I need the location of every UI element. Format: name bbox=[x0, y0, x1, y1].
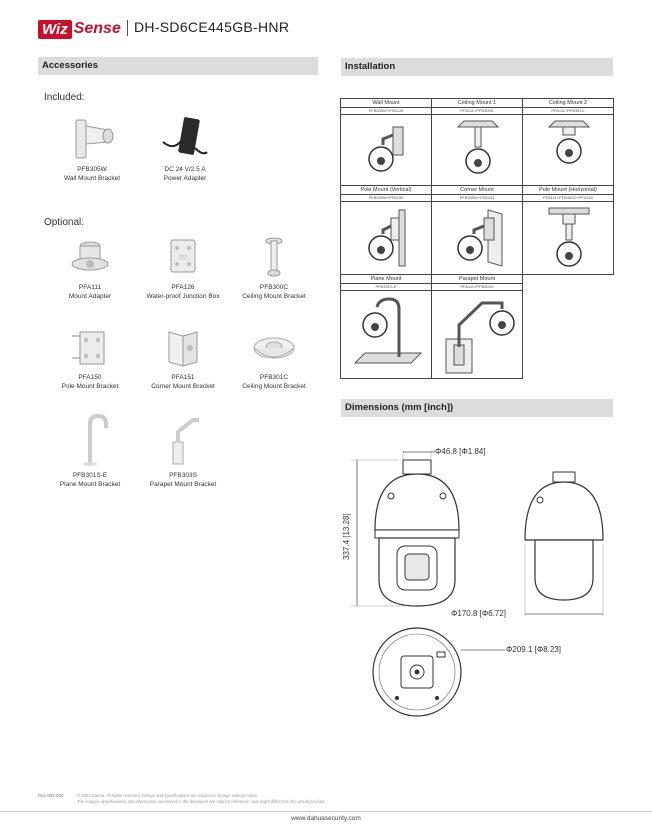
plane-mount-bracket-icon bbox=[60, 412, 120, 468]
accessories-section-title: Accessories bbox=[38, 57, 318, 75]
item-name: Corner Mount Bracket bbox=[151, 382, 215, 390]
item-name: Ceiling Mount Bracket bbox=[242, 292, 306, 300]
side-view-camera bbox=[525, 472, 603, 600]
accessory-item bbox=[50, 236, 130, 301]
install-title: Ceiling Mount 1 bbox=[432, 99, 522, 108]
dim-body-diameter: Φ170.8 [Φ6.72] bbox=[451, 609, 507, 618]
install-title: Pole Mount (Horizontal) bbox=[523, 186, 613, 195]
front-view-camera bbox=[375, 460, 459, 606]
horizontal-pole-camera-icon bbox=[545, 204, 593, 272]
accessory-item bbox=[234, 326, 314, 391]
dim-height: 337.4 [13.28] bbox=[342, 513, 351, 560]
model-number: DH-SD6CE445GB-HNR bbox=[134, 19, 290, 35]
install-cell-parapet-mount bbox=[431, 274, 523, 379]
install-code: PFA111+PFB301C bbox=[523, 107, 613, 115]
install-cell-pole-mount-vertical bbox=[340, 185, 432, 275]
junction-box-icon bbox=[153, 236, 213, 280]
install-code: PFB305W+PFA151 bbox=[432, 194, 522, 202]
install-cell-pole-mount-horizontal bbox=[522, 185, 614, 275]
copyright-line-2: The images, specifications and information mentioned in the document are only for reference, and might differ from the actual product. bbox=[77, 799, 326, 804]
install-title: Corner Mount bbox=[432, 186, 522, 195]
install-title: Wall Mount bbox=[341, 99, 431, 108]
accessory-item bbox=[234, 236, 314, 301]
install-code: PFB305W+PFA150 bbox=[341, 194, 431, 202]
ceiling-mount-2-camera-icon bbox=[545, 119, 593, 181]
install-title: Pole Mount (Vertical) bbox=[341, 186, 431, 195]
wall-mount-camera-icon bbox=[363, 123, 411, 179]
dimensions-section-title: Dimensions (mm [inch]) bbox=[341, 399, 613, 417]
item-name: Pole Mount Bracket bbox=[61, 382, 119, 390]
install-title: Ceiling Mount 2 bbox=[523, 99, 613, 108]
power-adapter-icon bbox=[155, 112, 215, 162]
accessory-item bbox=[143, 326, 223, 391]
accessory-item bbox=[145, 112, 225, 183]
item-code: PFA126 bbox=[171, 284, 195, 291]
item-code: DC 24 V/2.5 A bbox=[164, 166, 206, 173]
plane-mount-camera-icon bbox=[353, 295, 423, 373]
website-link[interactable]: www.dahuasecurity.com bbox=[291, 815, 361, 822]
install-code: PFA111+PFB300C+PFA150 bbox=[523, 194, 613, 202]
item-name: Water-proof Junction Box bbox=[146, 292, 220, 300]
item-name: Mount Adapter bbox=[68, 292, 112, 300]
install-code: PFA111+PFB300C bbox=[432, 107, 522, 115]
dim-top-diameter: Φ46.8 [Φ1.84] bbox=[435, 447, 486, 456]
install-code: PFB305W+PFA126 bbox=[341, 107, 431, 115]
copyright bbox=[77, 793, 325, 805]
item-code: PFA150 bbox=[78, 374, 102, 381]
parapet-mount-bracket-icon bbox=[153, 412, 213, 468]
install-cell-corner-mount bbox=[431, 185, 523, 275]
install-title: Parapet Mount bbox=[432, 275, 522, 284]
footer-divider bbox=[0, 811, 652, 812]
install-cell-ceiling-mount-2 bbox=[522, 98, 614, 186]
ceiling-mount-pole-icon bbox=[244, 236, 304, 280]
item-name: Ceiling Mount Bracket bbox=[242, 382, 306, 390]
logo-wiz: Wiz bbox=[38, 20, 72, 39]
install-code: PFB301S-E bbox=[341, 283, 431, 291]
wall-mount-bracket-icon bbox=[62, 112, 122, 162]
item-code: PFB300C bbox=[259, 284, 289, 291]
revision: Rev 002.000 bbox=[38, 793, 64, 798]
install-cell-ceiling-mount-1 bbox=[431, 98, 523, 186]
included-label: Included: bbox=[44, 92, 85, 103]
corner-mount-camera-icon bbox=[452, 208, 504, 268]
item-code: PFA111 bbox=[78, 284, 102, 291]
ceiling-mount-camera-icon bbox=[454, 119, 502, 181]
install-cell-plane-mount bbox=[340, 274, 432, 379]
item-code: PFA151 bbox=[171, 374, 195, 381]
item-code: PFB301C bbox=[259, 374, 289, 381]
copyright-line-1: © 2023 Dahua. All rights reserved. Design and specifications are subject to change without notice. bbox=[77, 793, 259, 798]
parapet-mount-camera-icon bbox=[442, 295, 516, 375]
header-divider bbox=[127, 20, 128, 36]
accessory-item bbox=[50, 326, 130, 391]
dim-base-diameter: Φ209.1 [Φ8.23] bbox=[506, 645, 562, 654]
dimension-drawing bbox=[335, 440, 625, 720]
item-name: Wall Mount Bracket bbox=[63, 174, 121, 182]
install-cell-wall-mount bbox=[340, 98, 432, 186]
item-name: Plane Mount Bracket bbox=[59, 480, 121, 488]
logo-sense: Sense bbox=[73, 20, 121, 37]
pole-mount-camera-icon bbox=[363, 208, 411, 268]
pole-mount-bracket-icon bbox=[60, 326, 120, 370]
item-code: PFB305W bbox=[77, 166, 107, 173]
item-code: PFB301S-E bbox=[72, 472, 108, 479]
accessory-item bbox=[143, 412, 223, 489]
mount-adapter-icon bbox=[60, 236, 120, 280]
item-name: Parapet Mount Bracket bbox=[149, 480, 217, 488]
corner-mount-bracket-icon bbox=[153, 326, 213, 370]
accessory-item bbox=[52, 112, 132, 183]
install-code: PFA111+PFB303S bbox=[432, 283, 522, 291]
item-code: PFB303S bbox=[169, 472, 197, 479]
item-name: Power Adapter bbox=[163, 174, 207, 182]
optional-label: Optional: bbox=[44, 217, 85, 228]
bottom-view-camera bbox=[373, 628, 461, 716]
ceiling-mount-plate-icon bbox=[244, 326, 304, 370]
accessory-item bbox=[50, 412, 130, 489]
brand-logo bbox=[38, 19, 121, 39]
installation-section-title: Installation bbox=[341, 58, 613, 76]
install-title: Plane Mount bbox=[341, 275, 431, 284]
accessory-item bbox=[143, 236, 223, 301]
